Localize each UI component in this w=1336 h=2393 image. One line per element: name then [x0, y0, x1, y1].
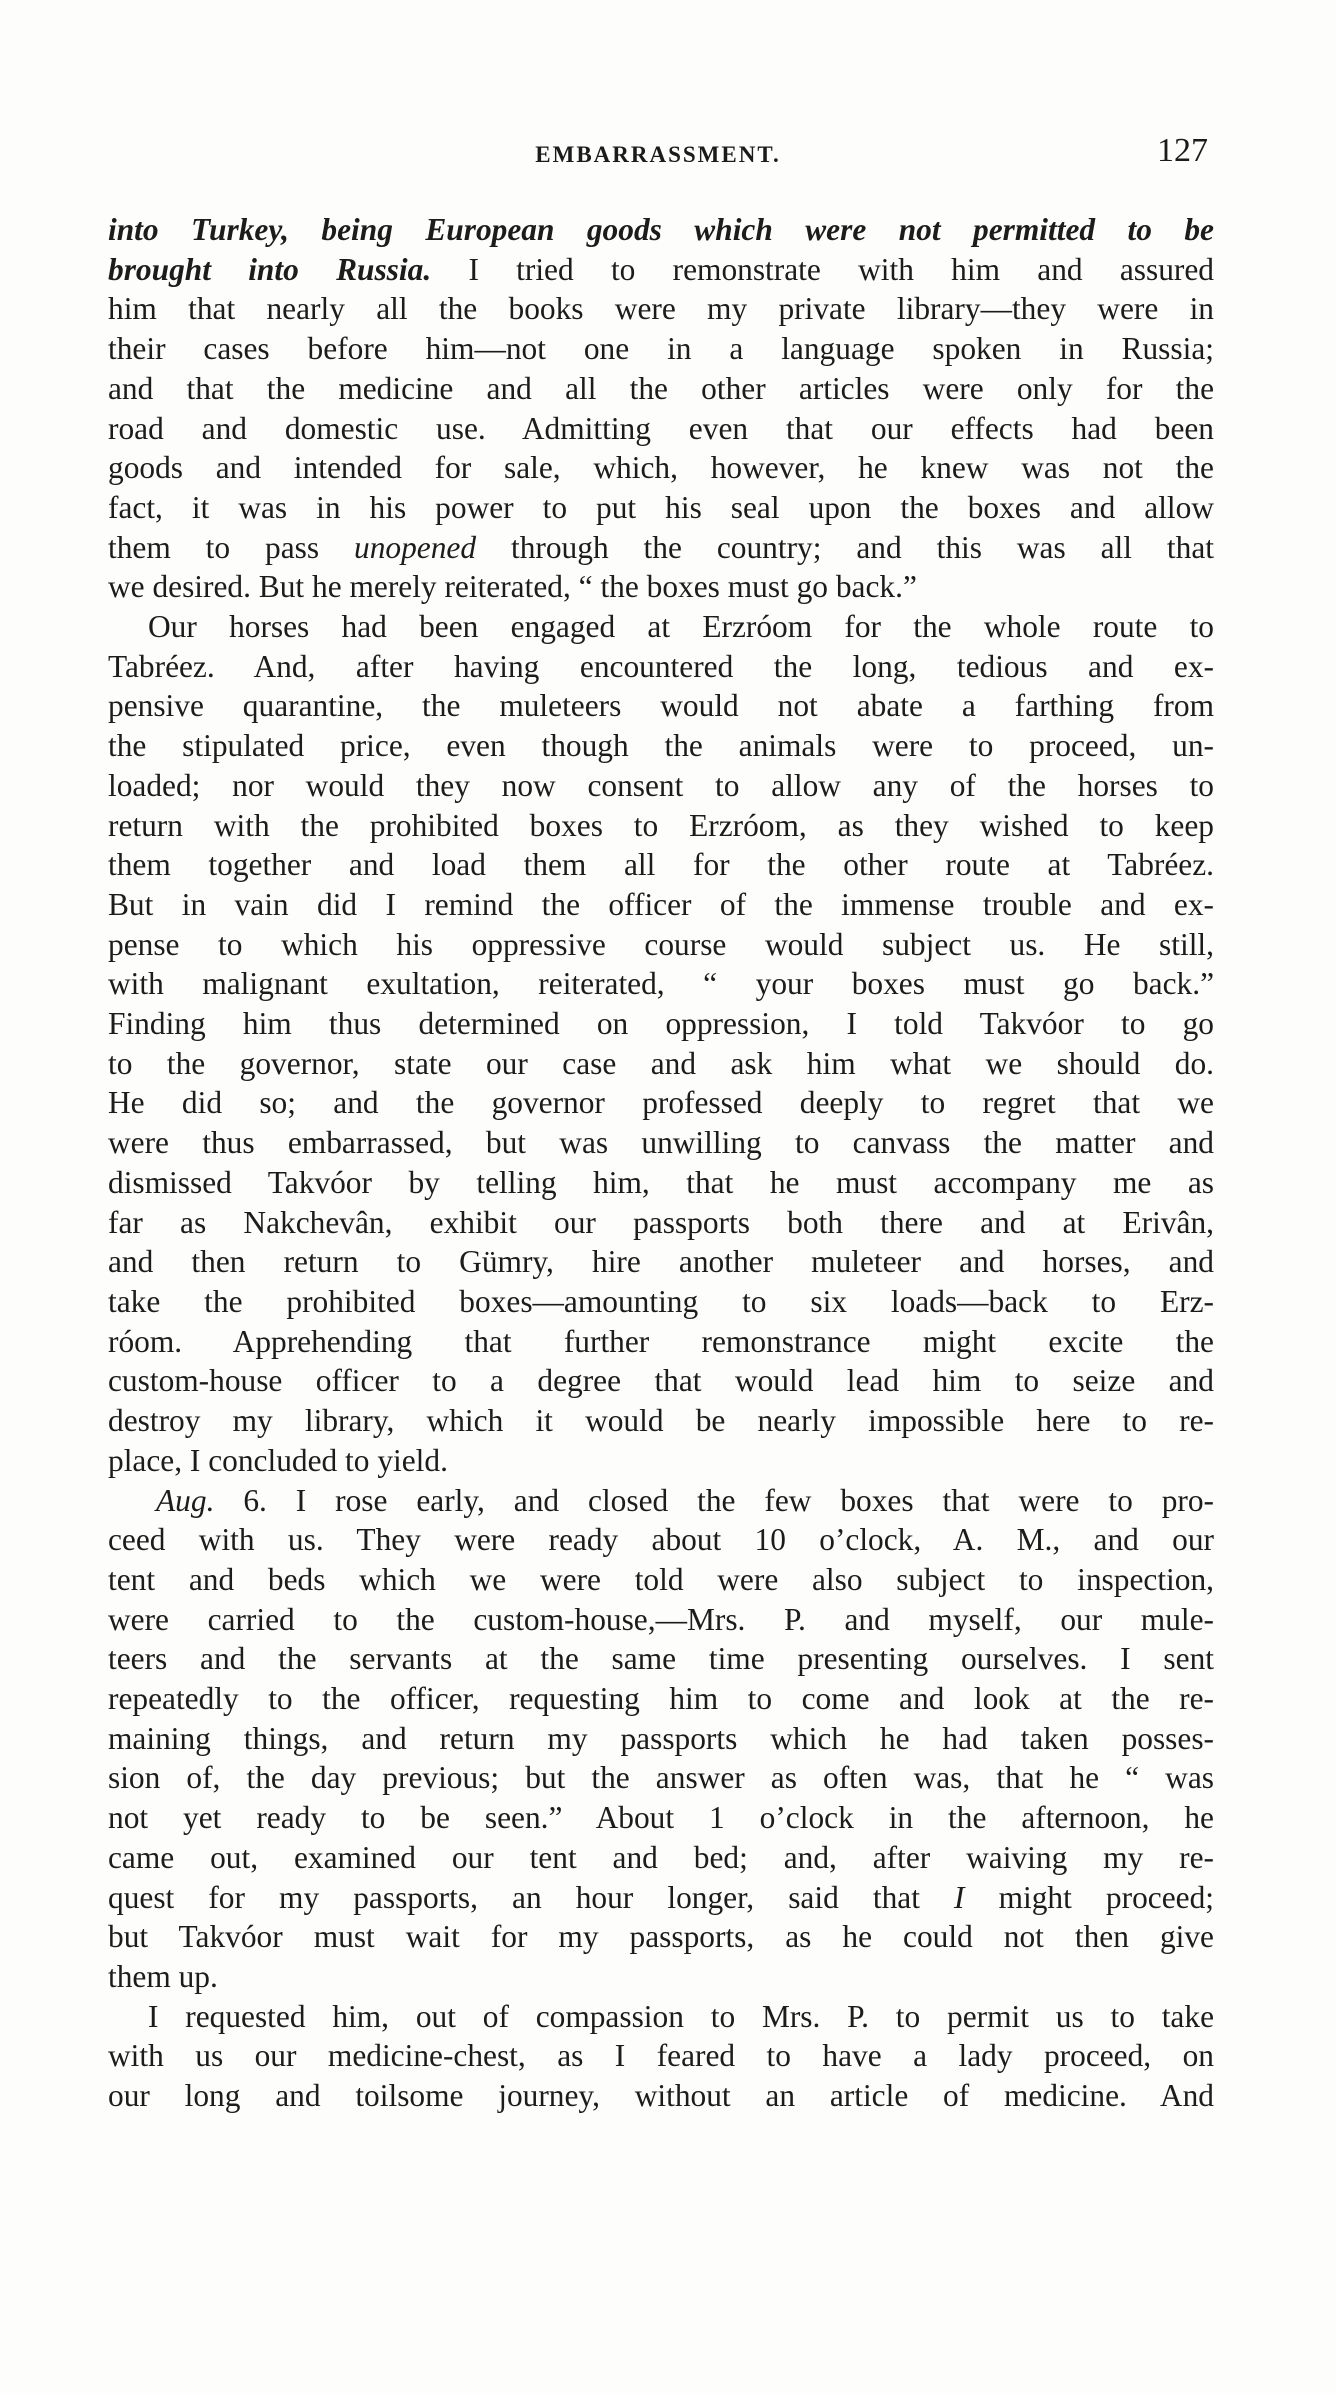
text-run: place, I concluded to yield.: [108, 1442, 448, 1478]
text-run: I tried to remonstrate with him and assured: [431, 251, 1214, 287]
text-line: [108, 528, 1214, 568]
text-line: [108, 1083, 1214, 1123]
text-run: quest for my passports, an hour longer, said that: [108, 1879, 955, 1915]
text-line: [108, 607, 1214, 647]
text-line: [108, 1957, 1214, 1997]
text-run: brought into Russia.: [108, 251, 432, 287]
text-line: [108, 1878, 1214, 1918]
text-line: [108, 567, 1214, 607]
text-run: the stipulated price, even though the animals were to proceed, un-: [108, 728, 1214, 764]
text-run: and that the medicine and all the other articles were only for the: [108, 370, 1214, 406]
text-run: but Takvóor must wait for my passports, as he could not then give: [108, 1919, 1214, 1955]
text-line: [108, 1163, 1214, 1203]
text-line: [108, 1282, 1214, 1322]
text-run: But in vain did I remind the officer of the immense trouble and ex-: [108, 886, 1214, 922]
text-run: road and domestic use. Admitting even that our effects had been: [108, 410, 1214, 446]
text-line: [108, 409, 1214, 449]
text-line: [108, 766, 1214, 806]
text-run: I requested him, out of compassion to Mrs. P. to permit us to take: [148, 1998, 1214, 2034]
text-run: take the prohibited boxes—amounting to six loads—back to Erz-: [108, 1283, 1214, 1319]
text-run: were thus embarrassed, but was unwilling to canvass the matter and: [108, 1125, 1214, 1161]
text-run: maining things, and return my passports which he had taken posses-: [108, 1720, 1214, 1756]
text-run: him that nearly all the books were my private library—they were in: [108, 291, 1214, 327]
text-line: [108, 1004, 1214, 1044]
text-line: [108, 1044, 1214, 1084]
text-run: Tabréez. And, after having encountered the long, tedious and ex-: [108, 648, 1214, 684]
text-line: [108, 2076, 1214, 2116]
text-run: róom. Apprehending that further remonstrance might excite the: [108, 1323, 1214, 1359]
text-line: [108, 686, 1214, 726]
text-line: [108, 1481, 1214, 1521]
text-line: [108, 1322, 1214, 1362]
text-line: [108, 1758, 1214, 1798]
text-run: came out, examined our tent and bed; and, after waiving my re-: [108, 1839, 1214, 1875]
text-run: were carried to the custom-house,—Mrs. P. and myself, our mule-: [108, 1601, 1214, 1637]
text-line: [108, 1242, 1214, 1282]
text-line: [108, 964, 1214, 1004]
text-line: [108, 1719, 1214, 1759]
text-line: [108, 250, 1214, 290]
text-run: through the country; and this was all that: [476, 529, 1214, 565]
text-run: Our horses had been engaged at Erzróom for the whole route to: [148, 609, 1214, 645]
text-line: [108, 1679, 1214, 1719]
text-run: into Turkey, being European goods which were not permitted to be: [108, 212, 1214, 247]
text-line: [108, 448, 1214, 488]
text-run: to the governor, state our case and ask him what we should do.: [108, 1045, 1214, 1081]
text-run: destroy my library, which it would be nearly impossible here to re-: [108, 1403, 1214, 1439]
text-line: [108, 1401, 1214, 1441]
text-run: we desired. But he merely reiterated, “ the boxes must go back.”: [108, 569, 917, 605]
text-line: [108, 1838, 1214, 1878]
text-run: them together and load them all for the other route at Tabréez.: [108, 847, 1214, 883]
text-line: [108, 1798, 1214, 1838]
text-line: [108, 329, 1214, 369]
text-run: pensive quarantine, the muleteers would not abate a farthing from: [108, 688, 1214, 724]
text-run: sion of, the day previous; but the answer as often was, that he “ was: [108, 1760, 1214, 1796]
text-run: He did so; and the governor professed deeply to regret that we: [108, 1085, 1214, 1121]
text-line: [108, 369, 1214, 409]
text-run: I: [954, 1879, 965, 1915]
text-line: [108, 845, 1214, 885]
text-line: [108, 726, 1214, 766]
text-line: [108, 1560, 1214, 1600]
text-run: teers and the servants at the same time presenting ourselves. I sent: [108, 1641, 1214, 1677]
text-line: [108, 289, 1214, 329]
text-run: Aug.: [156, 1482, 215, 1518]
text-line: [108, 885, 1214, 925]
body-text: [108, 210, 1214, 2116]
text-line: [108, 1520, 1214, 1560]
text-line: [108, 1441, 1214, 1481]
text-run: and then return to Gümry, hire another muleteer and horses, and: [108, 1244, 1214, 1280]
text-line: [108, 647, 1214, 687]
text-run: repeatedly to the officer, requesting him to come and look at the re-: [108, 1681, 1214, 1717]
text-run: fact, it was in his power to put his seal upon the boxes and allow: [108, 489, 1214, 525]
text-run: 6. I rose early, and closed the few boxes that were to pro-: [214, 1482, 1214, 1518]
text-line: [108, 488, 1214, 528]
text-run: tent and beds which we were told were also subject to inspection,: [108, 1561, 1214, 1597]
text-run: custom-house officer to a degree that would lead him to seize and: [108, 1363, 1214, 1399]
text-run: might proceed;: [964, 1879, 1214, 1915]
text-run: unopened: [354, 529, 477, 565]
text-line: [108, 806, 1214, 846]
text-line: [108, 925, 1214, 965]
text-line: [108, 1361, 1214, 1401]
text-run: return with the prohibited boxes to Erzróom, as they wished to keep: [108, 807, 1214, 843]
text-run: our long and toilsome journey, without an article of medicine. And: [108, 2078, 1214, 2114]
text-run: ceed with us. They were ready about 10 o’clock, A. M., and our: [108, 1522, 1214, 1558]
text-run: dismissed Takvóor by telling him, that he must accompany me as: [108, 1164, 1214, 1200]
text-run: Finding him thus determined on oppression, I told Takvóor to go: [108, 1006, 1214, 1042]
text-line: [108, 1639, 1214, 1679]
text-line: [108, 1997, 1214, 2037]
text-run: them to pass: [108, 529, 355, 565]
text-run: goods and intended for sale, which, however, he knew was not the: [108, 450, 1214, 486]
text-run: not yet ready to be seen.” About 1 o’clock in the afternoon, he: [108, 1800, 1214, 1836]
text-run: their cases before him—not one in a language spoken in Russia;: [108, 331, 1214, 367]
text-run: far as Nakchevân, exhibit our passports both there and at Erivân,: [108, 1204, 1214, 1240]
text-run: loaded; nor would they now consent to allow any of the horses to: [108, 767, 1214, 803]
text-line: [108, 1203, 1214, 1243]
running-head: [108, 132, 1208, 182]
text-line: [108, 1917, 1214, 1957]
text-line: [108, 1600, 1214, 1640]
text-run: with malignant exultation, reiterated, “ your boxes must go back.”: [108, 966, 1214, 1002]
text-run: them up.: [108, 1958, 218, 1994]
text-line: [108, 210, 1214, 250]
text-run: with us our medicine-chest, as I feared to have a lady proceed, on: [108, 2038, 1214, 2074]
text-line: [108, 1123, 1214, 1163]
running-title: EMBARRASSMENT.: [535, 142, 781, 167]
page-number: 127: [1157, 132, 1208, 169]
text-run: pense to which his oppressive course would subject us. He still,: [108, 926, 1214, 962]
text-line: [108, 2036, 1214, 2076]
